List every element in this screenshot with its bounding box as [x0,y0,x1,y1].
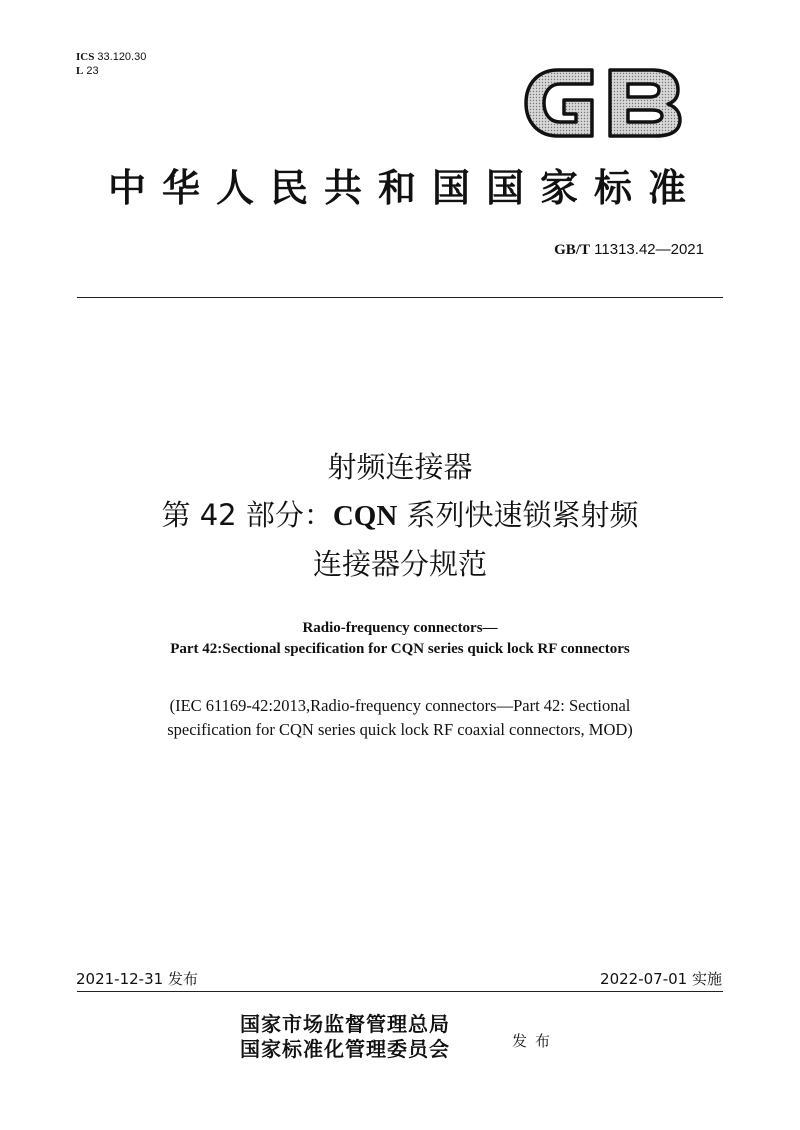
top-divider [77,297,723,298]
effective-date-value: 2022-07-01 [600,970,688,988]
effective-date [600,968,722,989]
classification-codes [76,50,146,78]
bottom-divider [77,991,723,992]
publisher-org-samr: 国家市场监督管理总局 [240,1012,450,1036]
standard-type-title: 中华人民共和国国家标准 [107,165,702,210]
issue-date-value: 2021-12-31 [76,970,164,988]
chinese-title-series: CQN [332,500,398,532]
iec-reference [0,694,800,742]
ccs-label: L [76,65,84,77]
ics-line [76,50,146,64]
chinese-title-line2-part-a: 第 42 部分： [161,498,333,532]
publisher-org-sac: 国家标准化管理委员会 [240,1037,450,1061]
ccs-line [76,64,146,78]
chinese-title-line2 [0,491,800,540]
english-title [0,618,800,660]
chinese-title-line1: 射频连接器 [327,450,473,484]
standard-code-number: 11313.42—2021 [594,241,704,258]
gb-logo [520,60,685,146]
issue-label: 发布 [163,970,198,988]
standard-code-prefix: GB/T [554,242,590,258]
publish-action: 发布 [512,1032,559,1050]
english-title-line1: Radio-frequency connectors— [302,620,498,636]
iec-reference-line1: (IEC 61169-42:2013,Radio-frequency connectors—Part 42: Sectional [169,696,631,715]
effective-label: 实施 [687,970,722,988]
english-title-line2: Part 42:Sectional specification for CQN series quick lock RF connectors [170,641,630,657]
ccs-code: 23 [86,65,99,77]
chinese-title-line2-part-b: 系列快速锁紧射频 [397,498,639,532]
publishing-organizations [240,1012,450,1062]
ics-code: 33.120.30 [97,51,147,63]
chinese-title-line3: 连接器分规范 [312,547,487,581]
ics-label: ICS [76,51,95,63]
standard-code [554,241,704,259]
gb-logo-text: GB [520,60,522,61]
issue-date [76,968,198,989]
iec-reference-line2: specification for CQN series quick lock RF coaxial connectors, MOD) [167,720,633,739]
chinese-title [0,443,800,588]
